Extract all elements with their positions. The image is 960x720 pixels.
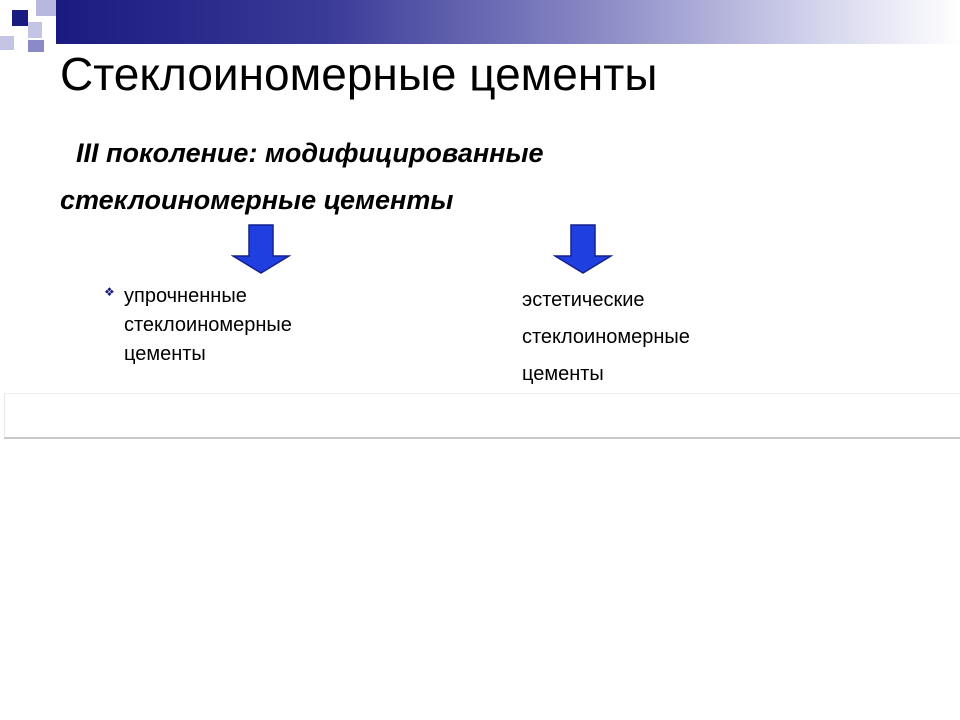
left-bullet-item	[104, 282, 364, 369]
decor-square-light	[0, 36, 14, 50]
right-item-line-2: стеклоиномерные	[522, 326, 690, 348]
left-item-line-2: стеклоиномерные	[124, 314, 292, 336]
decor-square-light	[28, 22, 42, 38]
right-item-text	[522, 282, 782, 393]
decor-square-mid	[28, 40, 44, 52]
diamond-bullet-icon: ❖	[104, 285, 115, 299]
right-item-line-3: цементы	[522, 363, 604, 385]
slide-subtitle	[60, 130, 760, 224]
down-arrow-icon	[553, 224, 613, 274]
header-gradient-band	[56, 0, 960, 44]
left-item-line-1: упрочненные	[124, 285, 247, 307]
left-item-text	[124, 282, 364, 369]
subtitle-line-1: III поколение: модифицированные	[76, 138, 544, 168]
decor-square-light	[36, 0, 56, 16]
subtitle-line-2: стеклоиномерные цементы	[60, 185, 454, 215]
right-item-line-1: эстетические	[522, 289, 645, 311]
slide-title: Стеклоиномерные цементы	[60, 48, 658, 100]
decor-square-dark	[12, 10, 28, 26]
down-arrow-icon	[231, 224, 291, 274]
left-item-line-3: цементы	[124, 343, 206, 365]
empty-content-panel	[4, 393, 960, 439]
